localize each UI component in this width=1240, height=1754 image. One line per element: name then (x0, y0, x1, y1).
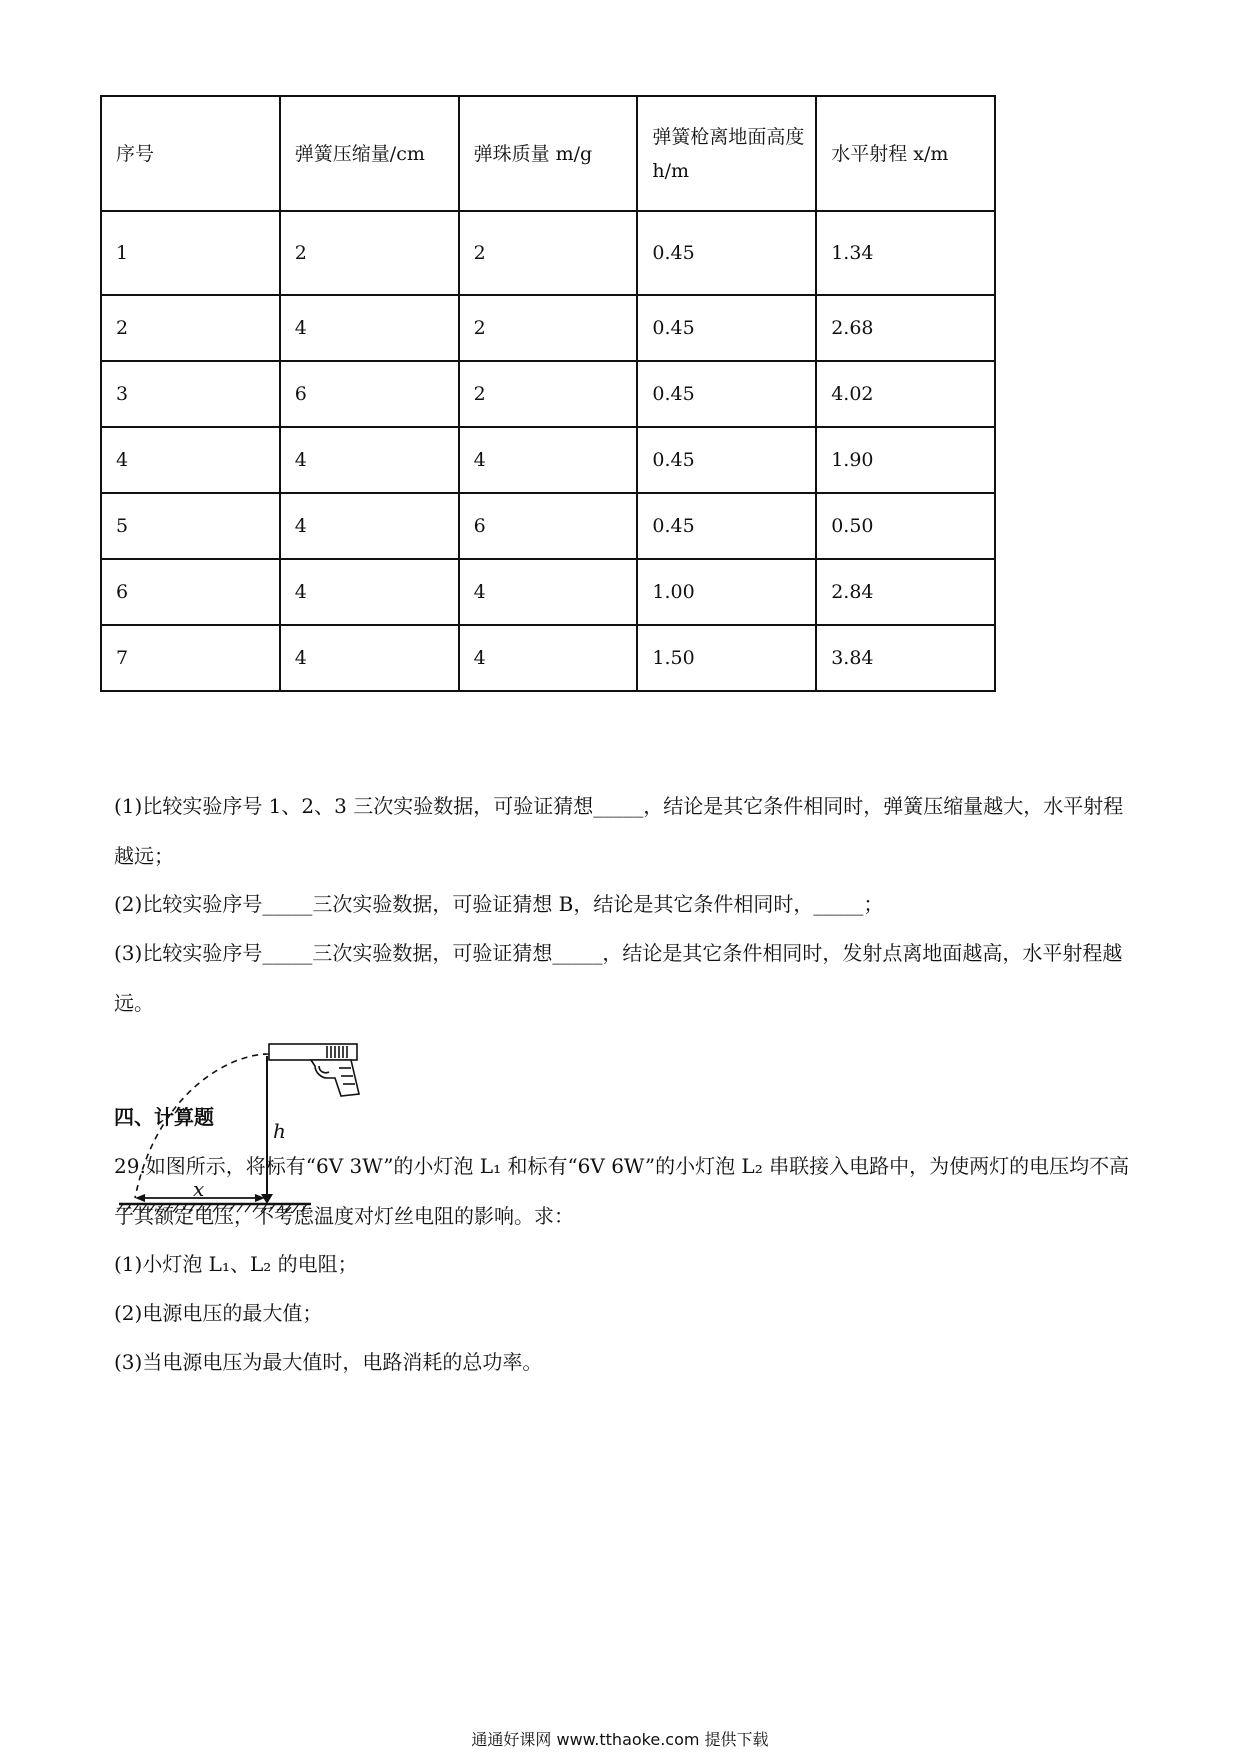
table-cell: 4 (280, 493, 459, 559)
table-cell: 2 (280, 211, 459, 295)
table-cell: 1 (101, 211, 280, 295)
table-cell: 6 (459, 493, 638, 559)
table-cell: 0.45 (637, 295, 816, 361)
table-row (101, 361, 995, 427)
table-header-row (101, 96, 995, 211)
range-label: x (193, 1177, 205, 1201)
table-cell: 2.84 (816, 559, 995, 625)
table-cell: 2 (459, 361, 638, 427)
table-cell: 4 (280, 295, 459, 361)
table-cell: 0.45 (637, 493, 816, 559)
table-cell: 1.00 (637, 559, 816, 625)
table-cell: 0.45 (637, 361, 816, 427)
table-cell: 6 (280, 361, 459, 427)
table-cell: 1.50 (637, 625, 816, 691)
table-cell: 3 (101, 361, 280, 427)
table-cell: 2 (459, 211, 638, 295)
height-label: h (273, 1119, 286, 1143)
table-cell: 4.02 (816, 361, 995, 427)
table-cell: 4 (280, 625, 459, 691)
table-row (101, 427, 995, 493)
table-cell: 0.45 (637, 427, 816, 493)
header-range: 水平射程 x/m (816, 96, 995, 211)
sub-question-1: (1)小灯泡 L₁、L₂ 的电阻； (114, 1252, 358, 1276)
table-row (101, 625, 995, 691)
table-row (101, 295, 995, 361)
header-mass: 弹珠质量 m/g (459, 96, 638, 211)
table-cell: 1.34 (816, 211, 995, 295)
table-cell: 4 (280, 559, 459, 625)
table-cell: 4 (459, 559, 638, 625)
question-2: (2)比较实验序号_____三次实验数据，可验证猜想 B，结论是其它条件相同时，_____； (114, 892, 884, 916)
question-3: (3)比较实验序号_____三次实验数据，可验证猜想_____，结论是其它条件相同时，发射点离地面越高，水平射程越远。 (114, 941, 1123, 1015)
header-height: 弹簧枪离地面高度 h/m (637, 96, 816, 211)
table-cell: 2 (101, 295, 280, 361)
data-table (100, 95, 996, 692)
table-cell: 2 (459, 295, 638, 361)
table-cell: 7 (101, 625, 280, 691)
table-cell: 0.45 (637, 211, 816, 295)
page-footer: 通通好课网 www.tthaoke.com 提供下载 (471, 1730, 769, 1749)
header-compression: 弹簧压缩量/cm (280, 96, 459, 211)
header-index: 序号 (101, 96, 280, 211)
table-row (101, 211, 995, 295)
table-cell: 5 (101, 493, 280, 559)
table-cell: 2.68 (816, 295, 995, 361)
section-title: 四、计算题 (114, 1105, 214, 1129)
table-row (101, 559, 995, 625)
table-cell: 4 (280, 427, 459, 493)
question-1: (1)比较实验序号 1、2、3 三次实验数据，可验证猜想_____，结论是其它条件相同时，弹簧压缩量越大，水平射程越远； (114, 794, 1124, 868)
table-cell: 6 (101, 559, 280, 625)
table-cell: 4 (459, 427, 638, 493)
table-cell: 1.90 (816, 427, 995, 493)
sub-question-3: (3)当电源电压为最大值时，电路消耗的总功率。 (114, 1350, 543, 1374)
table-cell: 4 (101, 427, 280, 493)
table-row (101, 493, 995, 559)
table-cell: 3.84 (816, 625, 995, 691)
spring-gun-icon (269, 1044, 359, 1096)
problem-29: 29.如图所示，将标有“6V 3W”的小灯泡 L₁ 和标有“6V 6W”的小灯泡 L₂ 串联接入电路中，为使两灯的电压均不高于其额定电压，不考虑温度对灯丝电阻的影响。求： (114, 1154, 1130, 1228)
table-cell: 0.50 (816, 493, 995, 559)
sub-question-2: (2)电源电压的最大值； (114, 1301, 323, 1325)
table-cell: 4 (459, 625, 638, 691)
